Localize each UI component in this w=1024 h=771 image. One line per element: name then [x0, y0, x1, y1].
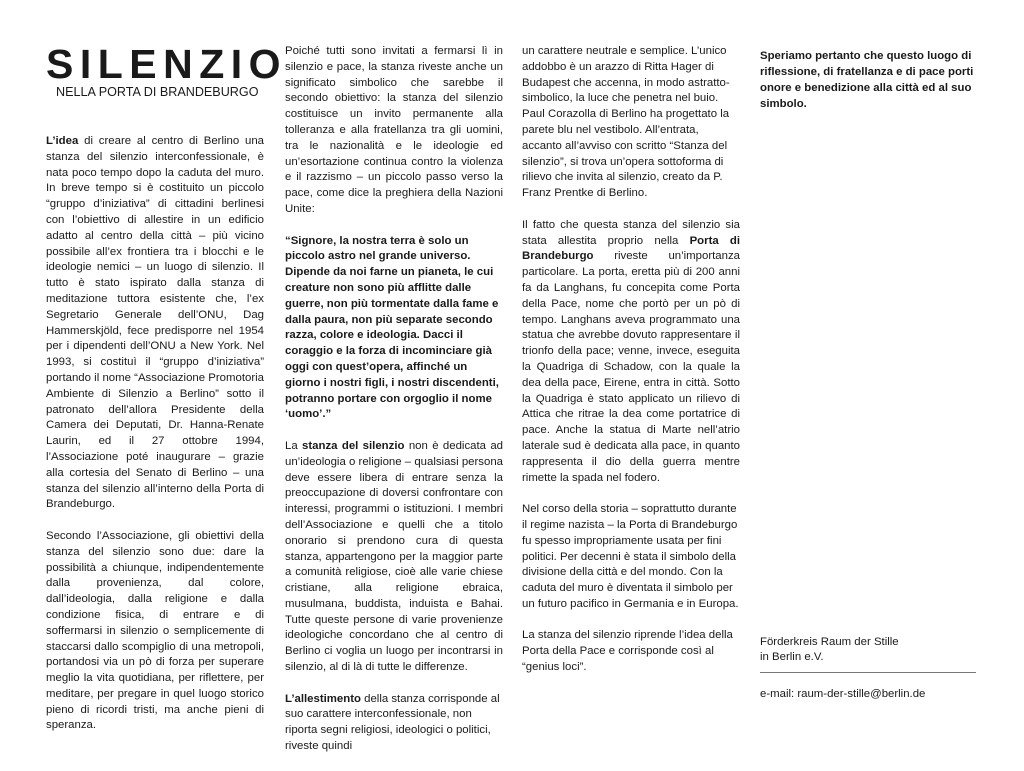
furnishing-continued-paragraph: un carattere neutrale e semplice. L’unico addobbo è un arazzo di Ritta Hager di Budapest che accenna, in modo astratto-simbolico, la luce che penetra nel buio. Paul Corazolla di Berlino ha progettato la parete blu nel vestibolo. All’entrata, accanto all’avviso con scritto “Stanza del silenzio”, si trova un’opera sottoforma di rilievo che invita al silenzio, creato da P. Franz Prentke di Berlino. [522, 45, 730, 200]
organization-location: in Berlin e.V. [760, 651, 824, 664]
brandenburg-gate-text: riveste un’importanza particolare. La porta, eretta più di 200 anni fa da Langhans, fu concepita come Porta della Pace, nome che portò per un pò di tempo. Langhans aveva programmato una statua che avrebbe dovuto rappresentare il trionfo della pace; venne, invece, eseguita la Quadriga di Schadow, con la quale la dea della pace, Eirene, entra in città. Sotto la Quadriga è stato applicato un rilievo di Attica che ritrae la dea come portatrice di pace. Anche la statua di Marte nell’atrio laterale sud è dedicata alla pace, in quanto rappresenta il dio della guerra mentre rimette la spada nel fodero. [522, 250, 740, 484]
room-openness-paragraph [285, 439, 503, 676]
closing-statement: Speriamo pertanto che questo luogo di riflessione, di fratellanza e di pace porti onore e benedizione alla città ed al suo simbolo. [760, 50, 974, 110]
brandenburg-gate-paragraph [522, 218, 740, 487]
history-paragraph: Nel corso della storia – soprattutto durante il regime nazista – la Porta di Brandeburgo fu spesso impropriamente usata per fini politici. Per decenni è stata il simbolo della divisione della città e del mondo. Con la caduta del muro è diventata il simbolo per un futuro pacifico in Germania e in Europa. [522, 503, 739, 610]
column-1 [46, 41, 288, 750]
signature-block [760, 635, 976, 703]
organization-name: Förderkreis Raum der Stille [760, 635, 899, 648]
column-2 [285, 44, 503, 771]
column-4 [760, 44, 976, 725]
furnishing-lead-word: L’allestimento [285, 692, 361, 705]
divider [760, 672, 976, 673]
contact-email: e-mail: raum-der-stille@berlin.de [760, 688, 926, 701]
page-subtitle: NELLA PORTA DI BRANDEBURGO [56, 85, 259, 99]
brandenburg-gate-bold: Porta di Brandeburgo [522, 234, 741, 263]
genius-loci-paragraph: La stanza del silenzio riprende l’idea della Porta della Pace e corrisponde così al “genius loci”. [522, 629, 733, 674]
intro-lead-word: L’idea [46, 135, 79, 147]
page-title: SILENZIO [46, 41, 288, 87]
room-openness-pre: La [285, 439, 303, 452]
intro-paragraph [46, 134, 264, 513]
un-prayer-quote: “Signore, la nostra terra è solo un piccolo astro nel grande universo. Dipende da noi farne un pianeta, le cui creature non sono più afflitte dalle guerre, non più tormentate dalla fame e dalla paura, non più separate secondo razza, colore e ideologia. Dacci il coraggio e la forza di incominciare già oggi con quest’opera, affinché un giorno i nostri figli, i nostri discendenti, potranno portare con orgoglio il nome ‘uomo’.” [285, 234, 499, 421]
intro-text: di creare al centro di Berlino una stanza del silenzio interconfessionale, è nata poco tempo dopo la caduta del muro. In breve tempo si è costituito un piccolo “gruppo d’iniziativa” di cittadini berlinesi con l’obiettivo di allestire in un edificio adatto al centro della città – più vicino possibile all’ex frontiera tra i blocchi e le ideologie nemici – un luogo di silenzio. Il tutto è stato ispirato dalla stanza di meditazione tuttora esistente che, l’ex Segretario Generale dell’ONU, Dag Hammerskjöld, fece predisporre nel 1954 per i dipendenti dell’ONU a New York. Nel 1993, si costituì il “gruppo d’iniziativa” portando il nome “Associazione Promotoria Ambiente di Silenzio a Berlino” sotto il patronato dell’allora Presidente della Camera dei Deputati, Dr. Hanna-Renate Laurin, ed il 27 ottobre 1994, l’Associazione poté inaugurare – grazie alla cortesia del Senato di Berlino – una stanza del silenzio all’interno della Porta di Brandeburgo. [46, 135, 264, 511]
brandenburg-gate-pre: Il fatto che questa stanza del silenzio sia stata allestita proprio nella [522, 218, 740, 247]
symbolic-meaning-paragraph: Poiché tutti sono invitati a fermarsi lì in silenzio e pace, la stanza riveste anche un significato simbolico che sarebbe il secondo obiettivo: la stanza del silenzio costituisce un invito permanente alla tolleranza e alla fratellanza tra gli uomini, tra le nazionalità e le ideologie ed un’esortazione continua contro la violenza e il razzismo – un piccolo passo verso la pace, come dice la preghiera della Nazioni Unite: [285, 45, 503, 215]
room-openness-text: non è dedicata ad un’ideologia o religione – qualsiasi persona deve essere libera di entrare senza la preoccupazione di doversi confrontare con interessi, programmi o istituzioni. I membri dell’Associazione e quelli che a titolo onorario si prendono cura di questa stanza, appartengono per la maggior parte a comunità religiose, cioè alle varie chiese cristiane, alla religione ebraica, musulmana, buddista, induista e Bahai. Tutte queste persone di varie provenienze ideologiche concordano che al centro di Berlino ci voglia un luogo per incontrarsi in silenzio, al di là di tutte le differenze. [285, 439, 504, 674]
furnishing-paragraph [285, 692, 503, 755]
column-3 [522, 44, 740, 692]
objectives-paragraph: Secondo l’Associazione, gli obiettivi della stanza del silenzio sono due: dare la possibilità a chiunque, indipendentemente dalla provenienza, dal colore, dall’ideologia, dalla religione e dalla condizione fisica, di entrare e di soffermarsi in silenzio o semplicemente di staccarsi dallo scompiglio di una metropoli, portandosi via un pò di forza per superare meglio la vita quotidiana, per riflettere, per meditare, per pregare in quel luogo storico pieno di ricordi tristi, ma anche pieni di speranza. [46, 529, 264, 732]
furnishing-text: della stanza corrisponde al suo carattere interconfessionale, non riporta segni religiosi, ideologici o politici, riveste quindi [285, 692, 500, 753]
room-openness-bold: stanza del silenzio [302, 439, 405, 452]
